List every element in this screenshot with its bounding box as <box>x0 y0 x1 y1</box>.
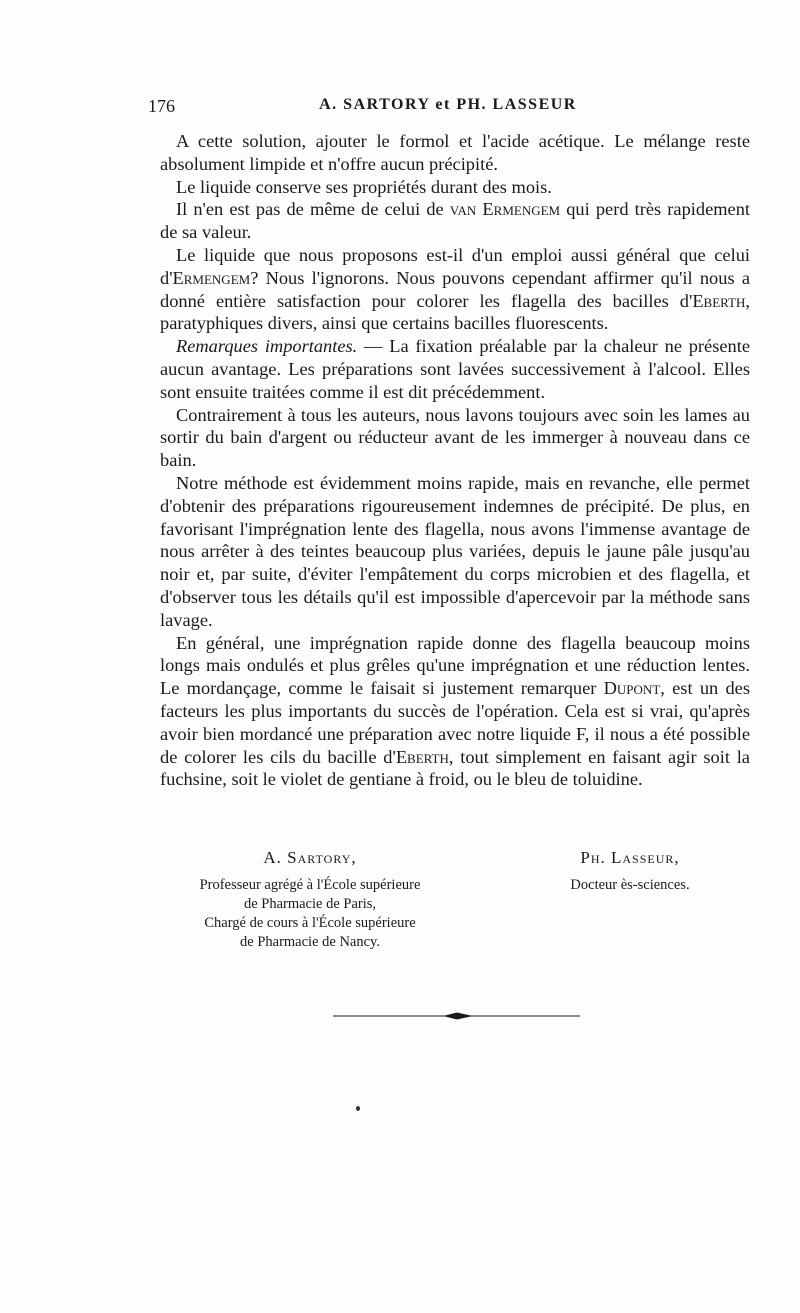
paragraph-8: En général, une imprégnation rapide donne des flagella beaucoup moins longs mais ondulés et plus grêles qu'une imprégnation et une réduction lentes. Le mordançage, comme le faisait si justement remarquer Dupont, est un des facteurs les plus importants du succès de l'opération. Cela est si vrai, qu'après avoir bien mordancé une préparation avec notre liquide F, il nous a été possible de colorer les cils du bacille d'Eberth, tout simplement en faisant agir soit la fuchsine, soit le violet de gentiane à froid, ou le bleu de toluidine. <box>160 632 750 790</box>
paragraph-6: Contrairement à tous les auteurs, nous lavons toujours avec soin les lames au sortir du bain d'argent ou réducteur avant de les immerger à nouveau dans ce bain. <box>160 404 750 471</box>
author-name: Eberth <box>395 746 449 767</box>
author-name: Eberth <box>692 290 746 311</box>
author-name: Ermengem <box>482 199 561 220</box>
page-number: 176 <box>148 96 175 116</box>
paragraph-3: Il n'en est pas de même de celui de van Ermengem qui perd très rapidement de sa valeur. <box>160 199 751 243</box>
paragraph-2: Le liquide conserve ses propriétés durant des mois. <box>176 176 552 197</box>
signature-sartory <box>160 848 460 952</box>
signatory-title: Chargé de cours à l'École supérieure <box>204 915 416 931</box>
divider-ornament <box>443 1013 473 1020</box>
author-name: van <box>449 199 477 220</box>
signatory-title: Professeur agrégé à l'École supérieure <box>199 877 421 893</box>
running-title: A. SARTORY et PH. LASSEUR <box>319 96 577 113</box>
signatory-title: Docteur ès-sciences. <box>570 877 690 893</box>
end-divider <box>333 1010 580 1022</box>
section-heading: Remarques importantes. <box>176 336 358 357</box>
author-name: Dupont <box>603 678 661 699</box>
body-text <box>160 130 750 791</box>
paragraph-7: Notre méthode est évidemment moins rapide, mais en revanche, elle permet d'obtenir des préparations rigoureusement indemnes de précipité. De plus, en favorisant l'imprégnation lente des flagella, nous avons l'immense avantage de nous arrêter à des teintes beaucoup plus variées, depuis le jaune pâle jusqu'au noir et, par suite, d'éviter l'empâtement du corps microbien et des flagella, et d'observer tous les détails qu'il est impossible d'apercevoir par la méthode sans lavage. <box>160 472 750 630</box>
signature-block <box>160 848 750 958</box>
signatory-title: de Pharmacie de Paris, <box>243 896 377 912</box>
signatory-name: A. Sartory, <box>263 848 357 867</box>
paragraph-4: Le liquide que nous proposons est-il d'un emploi aussi général que celui d'Ermengem? Nous l'ignorons. Nous pouvons cependant affirmer qu'il nous a donné entière satisfaction pour colorer les flagella des bacilles d'Eberth, paratyphiques divers, ainsi que certains bacilles fluorescents. <box>160 244 750 334</box>
signatory-title: de Pharmacie de Nancy. <box>240 934 380 950</box>
ink-speck <box>356 1106 360 1111</box>
page-header <box>148 96 748 120</box>
signatory-name: Ph. Lasseur, <box>580 848 680 867</box>
signature-lasseur <box>530 848 730 895</box>
paragraph-5: Remarques importantes. — La fixation préalable par la chaleur ne présente aucun avantage. Les préparations sont lavées successivement à l'alcool. Elles sont ensuite traitées comme il est dit précédemment. <box>160 336 751 402</box>
author-name: Ermengem <box>172 267 251 288</box>
paragraph-1: A cette solution, ajouter le formol et l'acide acétique. Le mélange reste absolument limpide et n'offre aucun précipité. <box>160 131 750 174</box>
